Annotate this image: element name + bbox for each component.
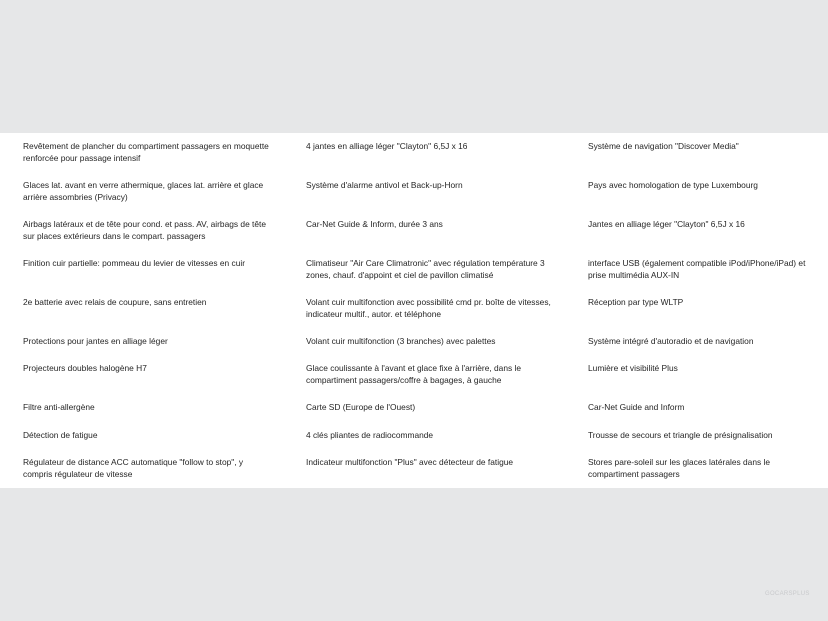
list-item: Système intégré d'autoradio et de navigation	[588, 336, 754, 346]
list-item: interface USB (également compatible iPod/iPhone/iPad) et prise multimédia AUX-IN	[588, 258, 806, 280]
list-item: Protections pour jantes en alliage léger	[23, 336, 168, 346]
list-item: Réception par type WLTP	[588, 297, 684, 307]
list-item: Pays avec homologation de type Luxembourg	[588, 180, 758, 190]
list-item: Glace coulissante à l'avant et glace fixe à l'arrière, dans le compartiment passagers/coffre à bagages, à gauche	[306, 363, 522, 385]
list-item: Climatiseur "Air Care Climatronic" avec régulation température 3 zones, chauf. d'appoint et ciel de pavillon climatisé	[306, 258, 545, 280]
list-item: Indicateur multifonction "Plus" avec détecteur de fatigue	[306, 457, 514, 467]
list-item: 4 jantes en alliage léger "Clayton" 6,5J x 16	[306, 141, 468, 151]
list-item: Trousse de secours et triangle de présignalisation	[588, 430, 773, 440]
equipment-list	[0, 133, 828, 488]
list-item: Système de navigation "Discover Media"	[588, 141, 739, 151]
watermark: GOCARSPLUS	[765, 591, 810, 597]
list-item: Détection de fatigue	[23, 430, 98, 440]
list-item: Finition cuir partielle: pommeau du levier de vitesses en cuir	[23, 258, 246, 268]
list-item: Car-Net Guide and Inform	[588, 402, 685, 412]
list-item: Projecteurs doubles halogène H7	[23, 363, 147, 373]
list-item: Glaces lat. avant en verre athermique, glaces lat. arrière et glace arrière assombries (Privacy)	[23, 180, 264, 202]
list-item: 2e batterie avec relais de coupure, sans entretien	[23, 297, 207, 307]
list-item: Lumière et visibilité Plus	[588, 363, 678, 373]
list-item: Carte SD (Europe de l'Ouest)	[306, 402, 416, 412]
list-item: Filtre anti-allergène	[23, 402, 95, 412]
list-item: 4 clés pliantes de radiocommande	[306, 430, 434, 440]
list-item: Jantes en alliage léger "Clayton" 6,5J x 16	[588, 219, 745, 229]
list-item: Volant cuir multifonction (3 branches) avec palettes	[306, 336, 496, 346]
list-item: Stores pare-soleil sur les glaces latérales dans le compartiment passagers	[588, 457, 771, 479]
list-item: Revêtement de plancher du compartiment passagers en moquette renforcée pour passage intensif	[23, 141, 269, 163]
list-item: Airbags latéraux et de tête pour cond. et pass. AV, airbags de tête sur places extérieurs dans le compart. passagers	[23, 219, 267, 241]
list-item: Régulateur de distance ACC automatique "follow to stop", y compris régulateur de vitesse	[23, 457, 244, 479]
list-item: Système d'alarme antivol et Back-up-Horn	[306, 180, 463, 190]
list-item: Volant cuir multifonction avec possibilité cmd pr. boîte de vitesses, indicateur multif., autor. et téléphone	[306, 297, 551, 319]
list-item: Car-Net Guide & Inform, durée 3 ans	[306, 219, 443, 229]
